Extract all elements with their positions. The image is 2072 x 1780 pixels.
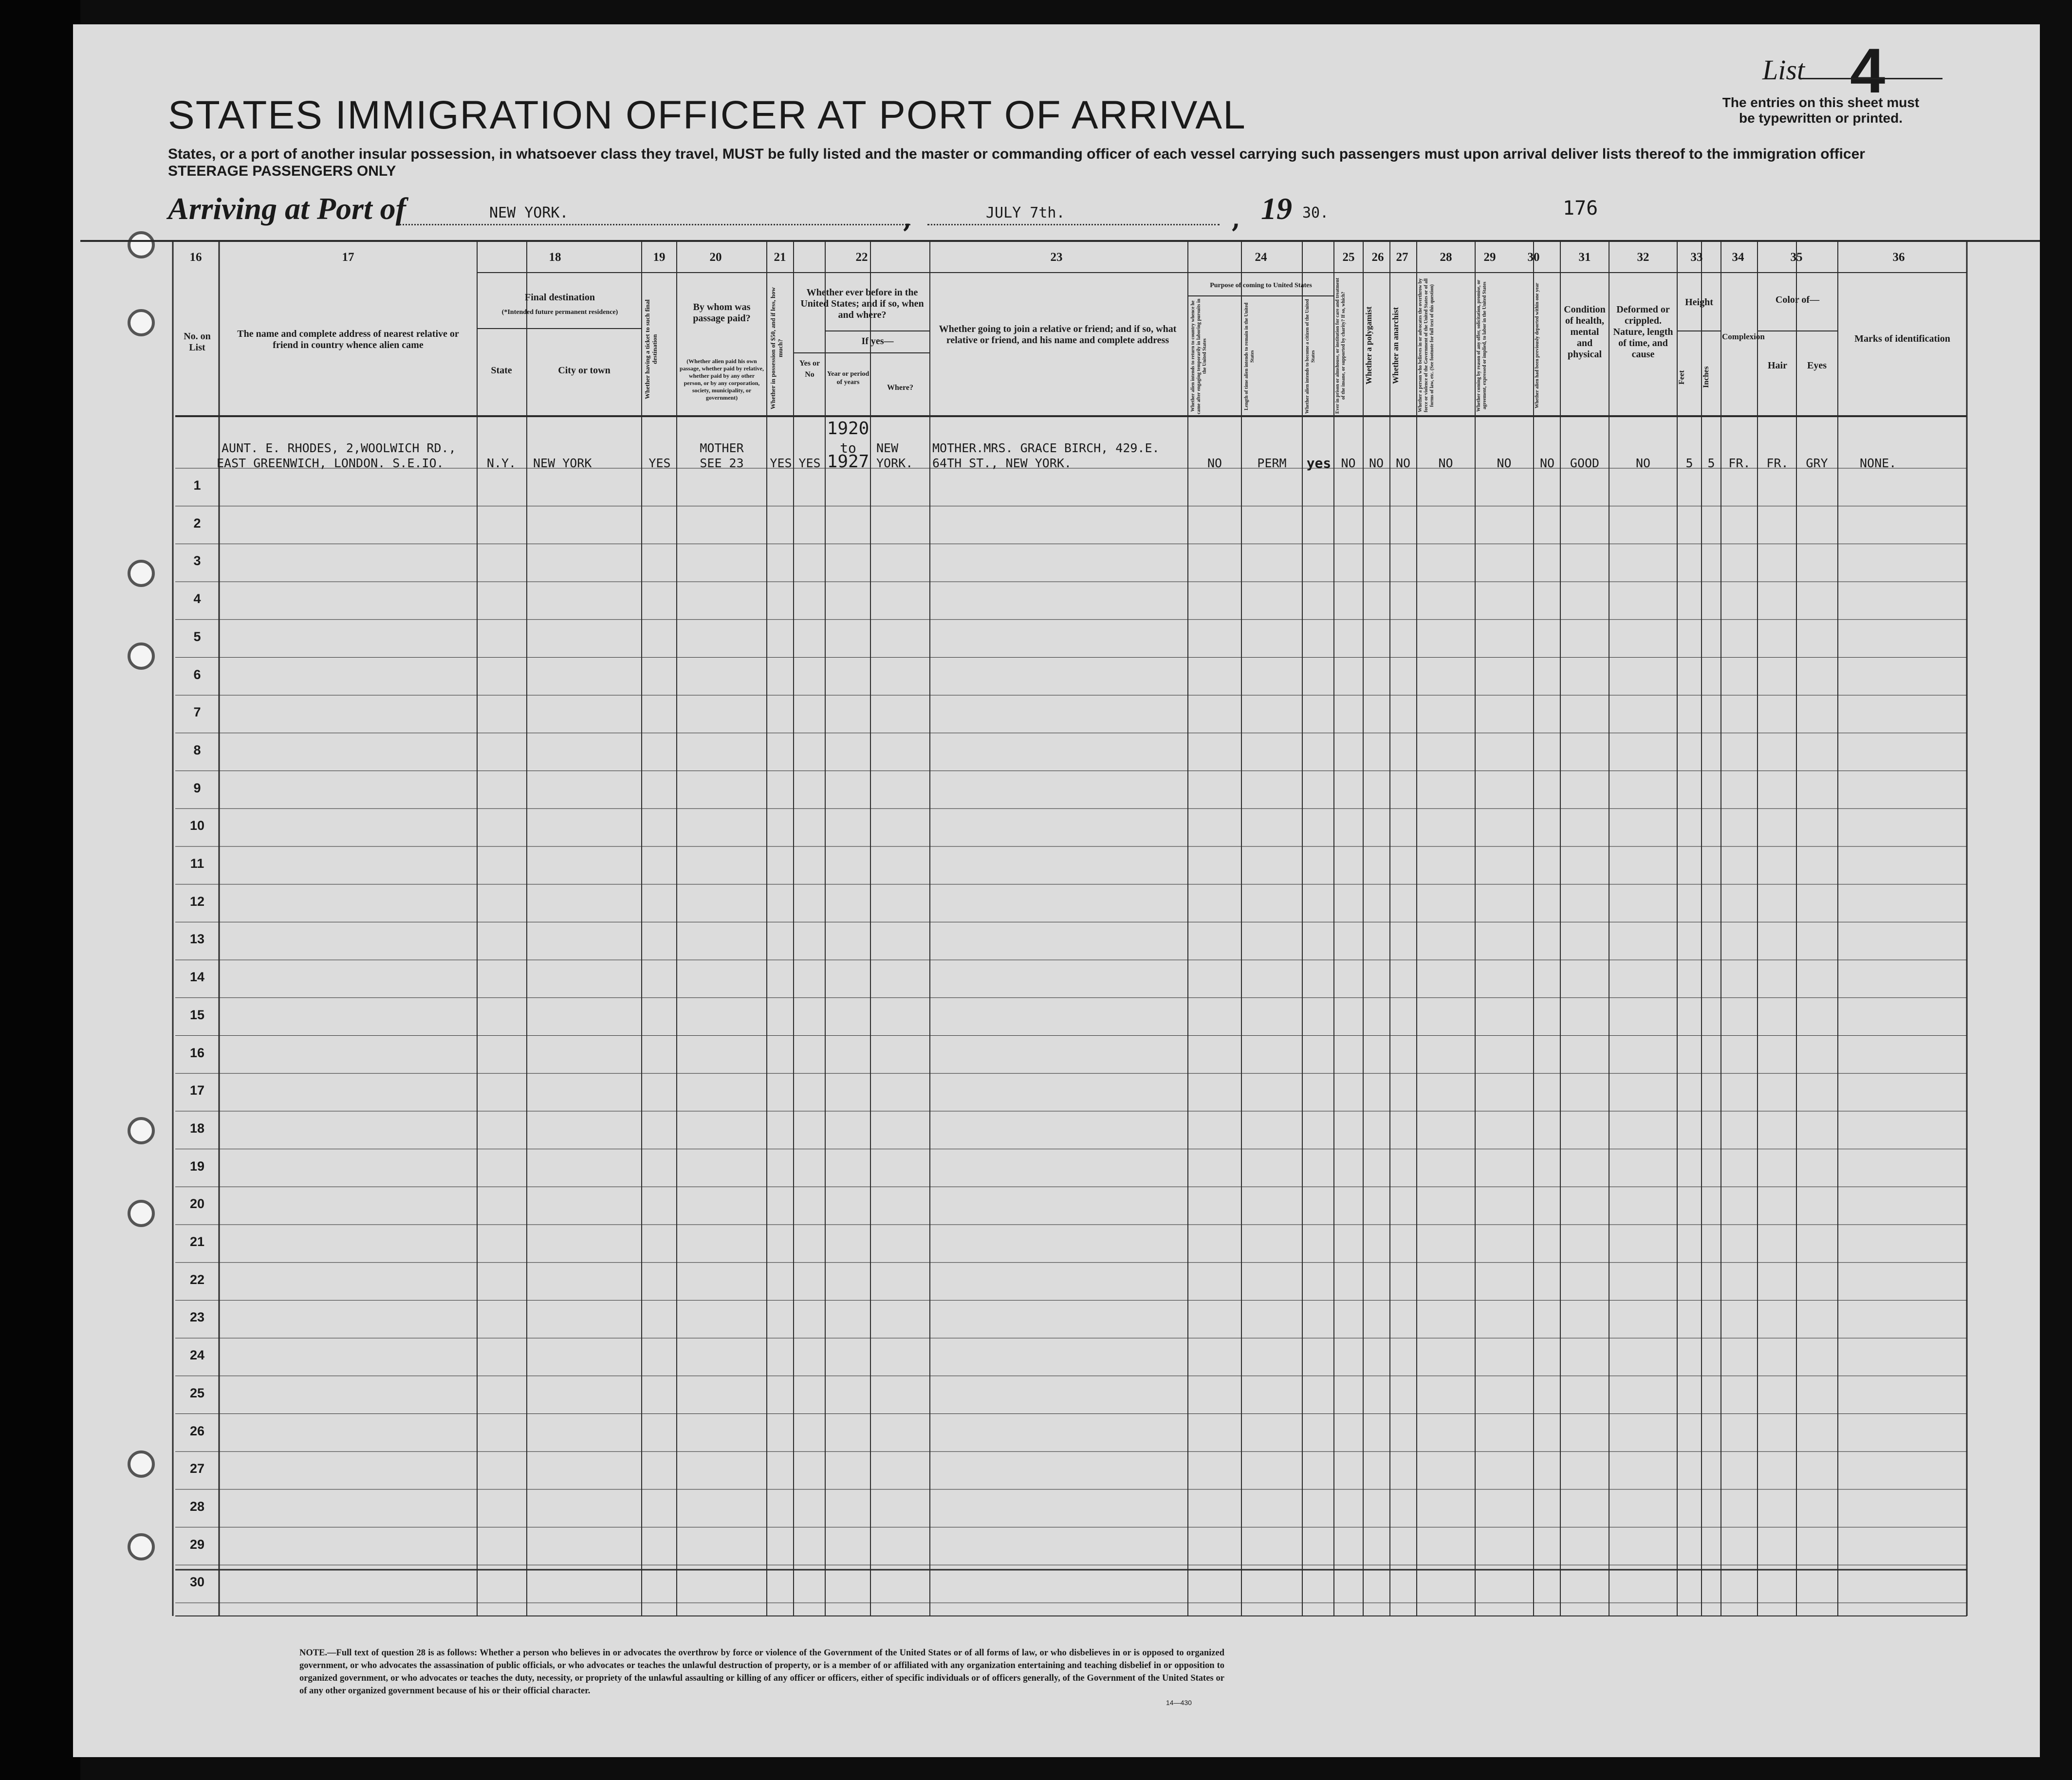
comma: , — [1232, 204, 1240, 233]
header-relative-address: The name and complete address of nearest relative or friend in country whence alien came — [237, 329, 459, 350]
footnote: NOTE.—Full text of question 28 is as follows: Whether a person who believes in or advocates the overthrow by force or violence of the Government of the United States or of all forms of law, or who disbelieves in or is opposed to organized government, or who advocates the assassination of public officials, or who advocates or teaches the unlawful destruction of property, or is a member of or affiliated with any organization entertaining and teaching disbelief in or opposition to organized government, or who advocates or teaches the duty, necessity, or propriety of the unlawful assaulting or killing of any officer or officers, either of specific individuals or of officers generally, of the Government of the United States or of any other organized government because of his or their official character. — [299, 1648, 1224, 1696]
header-passage-paid: By whom was passage paid? — [693, 302, 751, 324]
column-number: 17 — [342, 251, 354, 264]
row-number: 28 — [189, 1499, 205, 1514]
instructions-text: States, or a port of another insular possession, in whatsoever class they travel, MUST be fully listed and the master or commanding officer of each vessel carrying such passengers must upon arrival deliver lists thereof to the immigration officer — [168, 146, 1865, 162]
column-number: 35 — [1790, 251, 1803, 264]
header-health: Condition of health, mental and physical — [1564, 304, 1606, 360]
header-prison: Ever in prison or almshouse, or institution for care and treatment of the insane, or supported by charity? If so, which? — [1335, 277, 1346, 414]
header-anarchist: Whether an anarchist — [1391, 307, 1400, 385]
column-number: 23 — [1050, 251, 1063, 264]
row-number: 30 — [189, 1575, 205, 1590]
header-final-destination-note: (*Intended future permanent residence) — [501, 309, 618, 316]
row-number: 26 — [189, 1423, 205, 1438]
row-number: 17 — [189, 1083, 205, 1098]
column-number: 27 — [1396, 251, 1408, 264]
header-yes-or-no: Yes or No — [799, 359, 820, 379]
cell-years: 1920 — [827, 419, 870, 439]
cell-deformed: NO — [1635, 456, 1651, 470]
list-number: 4 — [1850, 35, 1886, 106]
cell-purpose-length: PERM — [1257, 456, 1287, 470]
cell-health: GOOD — [1570, 456, 1600, 470]
header-purpose: Purpose of coming to United States — [1210, 282, 1312, 289]
cell-purpose-citizen: yes — [1306, 455, 1332, 471]
row-number: 14 — [189, 970, 205, 985]
cell-feet: 5 — [1685, 456, 1693, 470]
cell-complexion: FR. — [1728, 456, 1751, 470]
header-money: Whether in possession of $50, and if less, how much? — [769, 287, 784, 409]
row-number: 11 — [190, 856, 204, 871]
page-number: 176 — [1563, 197, 1598, 220]
header-purpose-return: Whether alien intends to return to country whence he came after engaging temporarily in laboring pursuits in the United States — [1190, 298, 1207, 414]
arriving-label: Arriving at Port of — [168, 191, 406, 226]
column-number: 31 — [1578, 251, 1591, 264]
row-number: 4 — [193, 591, 201, 606]
column-number: 32 — [1637, 251, 1649, 264]
row-number: 25 — [189, 1385, 205, 1400]
row-number: 8 — [193, 742, 201, 757]
cell-passage-paid: SEE 23 — [700, 456, 744, 470]
row-number: 23 — [189, 1310, 205, 1325]
year-value: 30. — [1302, 204, 1329, 221]
column-number: 16 — [189, 251, 202, 264]
row-number: 15 — [189, 1007, 205, 1022]
row-number: 21 — [189, 1234, 205, 1249]
header-polygamist: Whether a polygamist — [1364, 306, 1373, 385]
cell-state: N.Y. — [486, 456, 517, 470]
row-number: 5 — [193, 629, 201, 644]
cell-ticket: YES — [648, 456, 671, 470]
header-no-on-list: No. on List — [184, 331, 211, 353]
cell-prison: NO — [1341, 456, 1356, 470]
cell-years: 1927 — [827, 452, 870, 472]
column-number: 26 — [1371, 251, 1384, 264]
page-title: STATES IMMIGRATION OFFICER AT PORT OF ARRIVAL — [168, 93, 1246, 137]
column-number: 34 — [1732, 251, 1744, 264]
cell-where: NEW — [876, 441, 899, 455]
row-number: 7 — [193, 705, 201, 720]
header-ticket: Whether having a ticket to such final destination — [644, 299, 658, 399]
cell-purpose-return: NO — [1207, 456, 1222, 470]
row-number: 3 — [193, 553, 201, 569]
column-number: 25 — [1342, 251, 1355, 264]
column-number: 20 — [709, 251, 722, 264]
row-number: 9 — [193, 780, 201, 795]
row-number: 27 — [189, 1461, 205, 1476]
row-number: 20 — [189, 1196, 205, 1211]
header-final-destination: Final destination — [525, 292, 595, 303]
cell-eyes: GRY — [1806, 456, 1828, 470]
cell-hair: FR. — [1766, 456, 1789, 470]
header-year-period: Year or period of years — [827, 370, 870, 386]
header-color-of: Color of— — [1775, 294, 1820, 305]
column-number: 29 — [1483, 251, 1496, 264]
date-value: JULY 7th. — [986, 204, 1065, 221]
port-value: NEW YORK. — [489, 204, 569, 221]
row-number: 18 — [189, 1120, 205, 1136]
header-city: City or town — [558, 365, 610, 376]
column-number: 22 — [855, 251, 868, 264]
cell-city: NEW YORK — [533, 456, 592, 470]
comma: , — [903, 204, 912, 233]
header-where: Where? — [887, 384, 913, 392]
cell-relative-address: EAST GREENWICH, LONDON. S.E.IO. — [217, 456, 444, 470]
column-number: 36 — [1892, 251, 1905, 264]
header-purpose-citizen: Whether alien intends to become a citizen of the United States — [1305, 299, 1316, 414]
row-number: 12 — [189, 894, 205, 909]
entries-note: The entries on this sheet must be typewritten or printed. — [1722, 95, 1920, 126]
header-height: Height — [1685, 297, 1713, 308]
row-number: 13 — [189, 932, 205, 947]
cell-anarchist: NO — [1395, 456, 1411, 470]
cell-overthrow: NO — [1438, 456, 1453, 470]
cell-money: YES — [770, 456, 792, 470]
header-overthrow: Whether a person who believes in or advocates the overthrow by force or violence of the Government of the United States or of all forms of law, etc. (See footnote for full text of this question) — [1418, 278, 1435, 413]
row-number: 19 — [189, 1158, 205, 1174]
header-before-in-us: Whether ever before in the United States; and if so, when and where? — [800, 287, 924, 320]
cell-join-relative: MOTHER.MRS. GRACE BIRCH, 429.E. — [932, 441, 1160, 455]
form-number: 14—430 — [1166, 1699, 1192, 1707]
header-marks: Marks of identification — [1854, 333, 1950, 344]
cell-relative-address: AUNT. E. RHODES, 2,WOOLWICH RD., — [222, 441, 456, 455]
row-number: 10 — [189, 818, 205, 833]
column-number: 21 — [774, 251, 786, 264]
column-number: 30 — [1527, 251, 1540, 264]
row-number: 22 — [189, 1272, 205, 1287]
cell-polygamist: NO — [1369, 456, 1384, 470]
header-inches: Inches — [1702, 366, 1710, 388]
steerage-label: STEERAGE PASSENGERS ONLY — [168, 163, 396, 179]
row-number: 2 — [193, 515, 201, 531]
cell-inches: 5 — [1707, 456, 1715, 470]
cell-where: YORK. — [876, 456, 913, 470]
header-eyes: Eyes — [1807, 360, 1827, 371]
header-join-relative: Whether going to join a relative or friend; and if so, what relative or friend, and his name and complete address — [939, 324, 1177, 346]
header-purpose-length: Length of time alien intends to remain in the United States — [1244, 302, 1255, 410]
header-if-yes: If yes— — [861, 336, 894, 347]
column-number: 33 — [1690, 251, 1703, 264]
row-number: 16 — [189, 1045, 205, 1060]
cell-marks: NONE. — [1860, 456, 1897, 470]
row-number: 6 — [193, 667, 201, 682]
year-prefix: 19 — [1261, 191, 1292, 226]
cell-offer: NO — [1497, 456, 1512, 470]
row-number: 1 — [193, 478, 201, 493]
cell-passage-paid: MOTHER — [700, 441, 744, 455]
header-coming-by-reason: Whether coming by reason of any offer, solicitation, promise, or agreement, expressed or implied, to labor in the United States — [1476, 279, 1487, 412]
cell-deported: NO — [1539, 456, 1555, 470]
column-number: 19 — [653, 251, 666, 264]
column-number: 18 — [549, 251, 561, 264]
header-deported: Whether alien had been previously deported within one year — [1535, 283, 1540, 408]
list-label: List — [1762, 54, 1805, 86]
header-feet: Feet — [1678, 370, 1686, 385]
header-hair: Hair — [1768, 360, 1787, 371]
cell-years: to — [840, 440, 856, 456]
row-number: 29 — [189, 1537, 205, 1552]
cell-before-in-us: YES — [798, 456, 821, 470]
header-complexion: Complexion — [1722, 332, 1765, 341]
header-passage-note: (Whether alien paid his own passage, whether paid by relative, whether paid by any other person, or by any corporation, society, municipality, or government) — [680, 358, 764, 401]
row-number: 24 — [189, 1348, 205, 1363]
header-state: State — [491, 365, 512, 376]
cell-join-relative: 64TH ST., NEW YORK. — [932, 456, 1072, 470]
column-number: 28 — [1440, 251, 1452, 264]
header-deformed: Deformed or crippled. Nature, length of time, and cause — [1613, 304, 1673, 360]
column-number: 24 — [1255, 251, 1267, 264]
